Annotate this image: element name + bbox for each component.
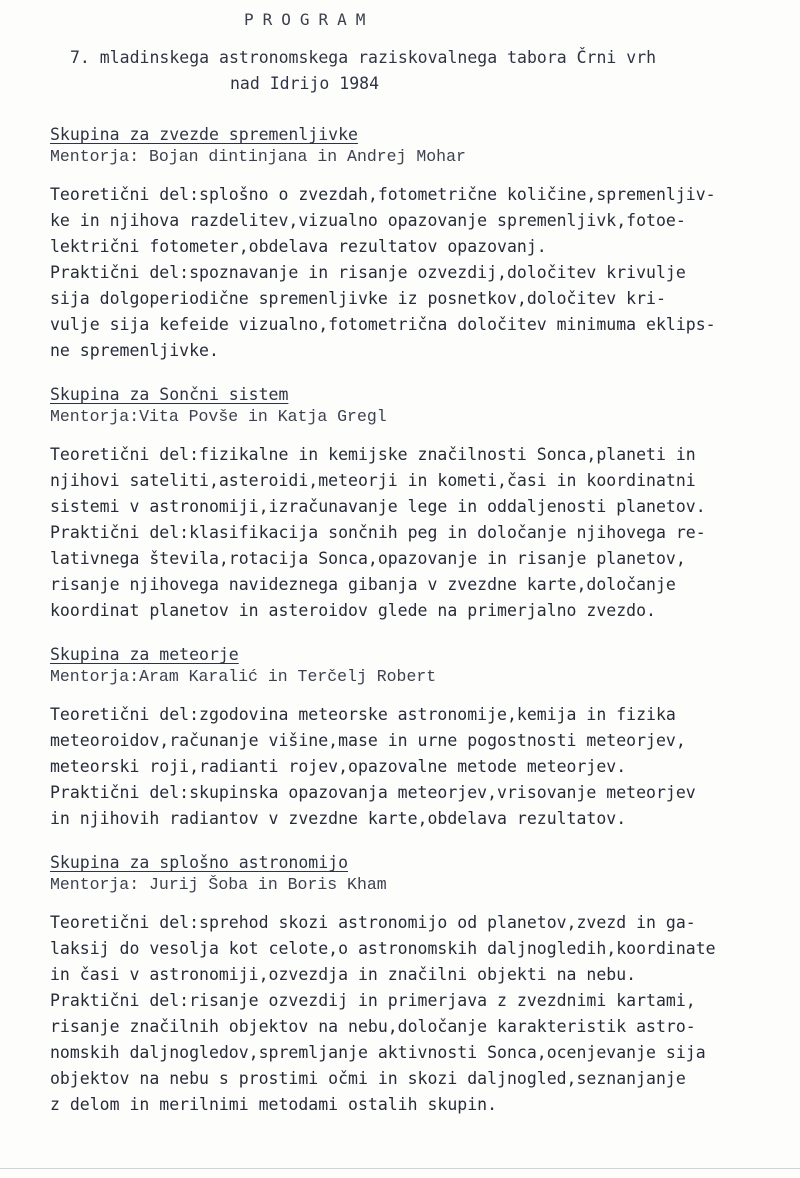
subtitle-line-2: nad Idrijo 1984 — [230, 74, 380, 93]
subtitle-line-1: 7. mladinskega astronomskega raziskovalnega tabora Črni vrh — [70, 48, 657, 67]
section-general-astronomy — [50, 852, 800, 1118]
section-mentors: Mentorja:Aram Karalić in Terčelj Robert — [50, 667, 437, 686]
section-body — [50, 442, 800, 624]
body-line: in njihovih radiantov v zvezdne karte,obdelava rezultatov. — [50, 809, 627, 828]
section-mentors: Mentorja:Vita Povše in Katja Gregl — [50, 407, 387, 426]
section-heading: Skupina za Sončni sistem — [50, 385, 289, 404]
section-solar-system — [50, 384, 800, 624]
body-line: lativnega števila,rotacija Sonca,opazovanje in risanje planetov, — [50, 549, 686, 568]
section-mentors: Mentorja: Jurij Šoba in Boris Kham — [50, 875, 387, 894]
section-heading: Skupina za zvezde spremenljivke — [50, 125, 358, 144]
body-line: z delom in merilnimi metodami ostalih skupin. — [50, 1095, 498, 1114]
body-line: laksij do vesolja kot celote,o astronomskih daljnogledih,koordinate — [50, 939, 716, 958]
body-line: Praktični del:skupinska opazovanja meteorjev,vrisovanje meteorjev — [50, 783, 696, 802]
body-line: ne spremenljivke. — [50, 341, 219, 360]
section-variable-stars — [50, 124, 800, 364]
section-mentors: Mentorja: Bojan dintinjana in Andrej Mohar — [50, 147, 466, 166]
body-line: Teoretični del:sprehod skozi astronomijo od planetov,zvezd in ga- — [50, 913, 696, 932]
section-heading: Skupina za splošno astronomijo — [50, 853, 349, 872]
page-title: PROGRAM — [244, 10, 375, 29]
section-meteors — [50, 644, 800, 832]
body-line: koordinat planetov in asteroidov glede na primerjalno zvezdo. — [50, 601, 656, 620]
body-line: risanje njihovega navideznega gibanja v zvezdne karte,določanje — [50, 575, 676, 594]
body-line: Praktični del:spoznavanje in risanje ozvezdij,določitev krivulje — [50, 263, 686, 282]
section-body — [50, 910, 800, 1118]
body-line: risanje značilnih objektov na nebu,določanje karakteristik astro- — [50, 1017, 696, 1036]
section-body — [50, 182, 800, 364]
body-line: njihovi sateliti,asteroidi,meteorji in kometi,časi in koordinatni — [50, 471, 696, 490]
body-line: lektrični fotometer,obdelava rezultatov opazovanj. — [50, 237, 547, 256]
body-line: Praktični del:klasifikacija sončnih peg in določanje njihovega re- — [50, 523, 706, 542]
body-line: Praktični del:risanje ozvezdij in primerjava z zvezdnimi kartami, — [50, 991, 696, 1010]
body-line: objektov na nebu s prostimi očmi in skozi daljnogled,seznanjanje — [50, 1069, 686, 1088]
section-heading: Skupina za meteorje — [50, 645, 239, 664]
body-line: sija dolgoperiodične spremenljivke iz posnetkov,določitev kri- — [50, 289, 666, 308]
body-line: meteoroidov,računanje višine,mase in urne pogostnosti meteorjev, — [50, 731, 686, 750]
section-body — [50, 702, 800, 832]
body-line: nomskih daljnogledov,spremljanje aktivnosti Sonca,ocenjevanje sija — [50, 1043, 706, 1062]
body-line: Teoretični del:zgodovina meteorske astronomije,kemija in fizika — [50, 705, 676, 724]
body-line: meteorski roji,radianti rojev,opazovalne metode meteorjev. — [50, 757, 627, 776]
page-edge-line — [0, 1168, 800, 1169]
body-line: sistemi v astronomiji,izračunavanje lege in oddaljenosti planetov. — [50, 497, 706, 516]
body-line: Teoretični del:fizikalne in kemijske značilnosti Sonca,planeti in — [50, 445, 696, 464]
body-line: ke in njihova razdelitev,vizualno opazovanje spremenljivk,fotoe- — [50, 211, 686, 230]
body-line: vulje sija kefeide vizualno,fotometrična določitev minimuma eklips- — [50, 315, 716, 334]
body-line: Teoretični del:splošno o zvezdah,fotometrične količine,spremenljiv- — [50, 185, 716, 204]
body-line: in časi v astronomiji,ozvezdja in značilni objekti na nebu. — [50, 965, 637, 984]
